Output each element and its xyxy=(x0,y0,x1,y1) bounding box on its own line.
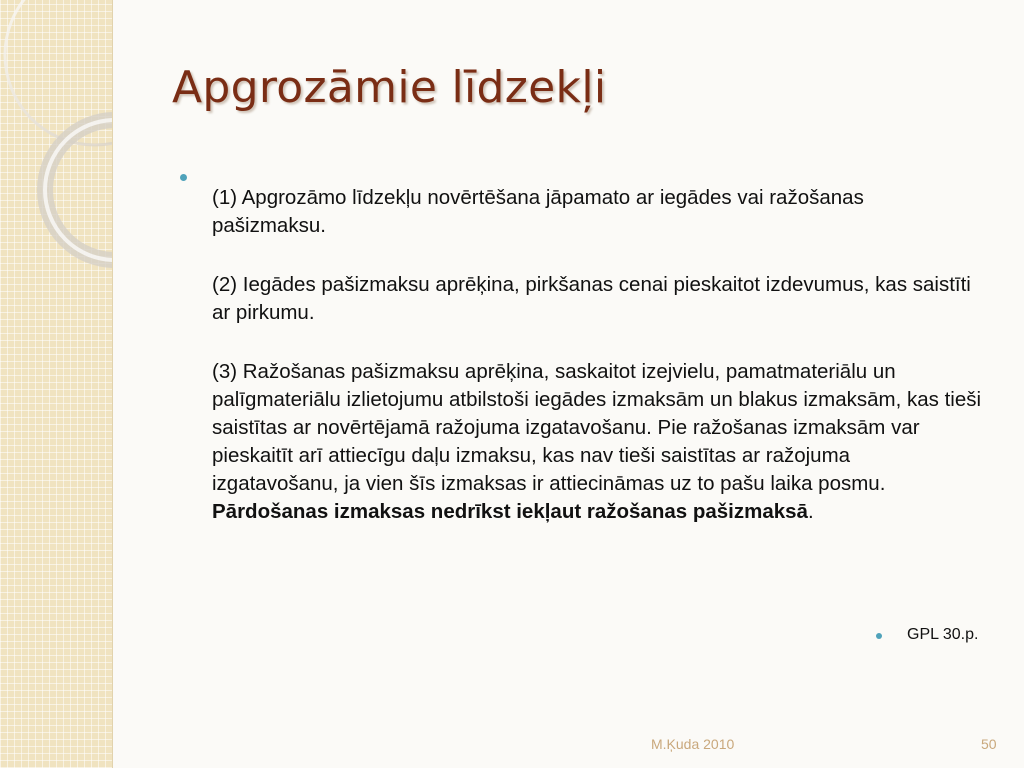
paragraph-1: (1) Apgrozāmo līdzekļu novērtēšana jāpamato ar iegādes vai ražošanas pašizmaksu. xyxy=(212,186,864,237)
slide-title: Apgrozāmie līdzekļi xyxy=(172,62,607,113)
decorative-sidebar xyxy=(0,0,113,768)
footer-author: M.Ķuda 2010 xyxy=(651,736,735,752)
main-bullet-icon xyxy=(180,174,187,181)
decorative-ring-medium xyxy=(45,120,112,260)
paragraph-3-bold: Pārdošanas izmaksas nedrīkst iekļaut ražošanas pašizmaksā xyxy=(212,500,808,523)
paragraph-3-text: (3) Ražošanas pašizmaksu aprēķina, saskaitot izejvielu, pamatmateriālu un palīgmateriālu izlietojumu atbilstoši iegādes izmaksām un blakus izmaksām, kas tieši saistītas ar novērtējamā ražojuma izgatavošanu. Pie ražošanas izmaksām var pieskaitīt arī attiecīgu daļu izmaksu, kas nav tieši saistītas ar ražojuma izgatavošanu, ja vien šīs izmaksas ir attiecināmas uz to pašu laika posmu. xyxy=(212,360,982,495)
paragraph-3-end: . xyxy=(807,500,814,523)
decorative-rings xyxy=(0,0,112,768)
slide-content xyxy=(212,184,982,557)
page-number: 50 xyxy=(981,736,997,752)
paragraph-3 xyxy=(212,358,982,526)
reference-bullet-icon xyxy=(876,633,882,639)
legal-reference: GPL 30.p. xyxy=(907,626,979,643)
paragraph-2: (2) Iegādes pašizmaksu aprēķina, pirkšanas cenai pieskaitot izdevumus, kas saistīti ar pirkumu. xyxy=(212,273,971,324)
